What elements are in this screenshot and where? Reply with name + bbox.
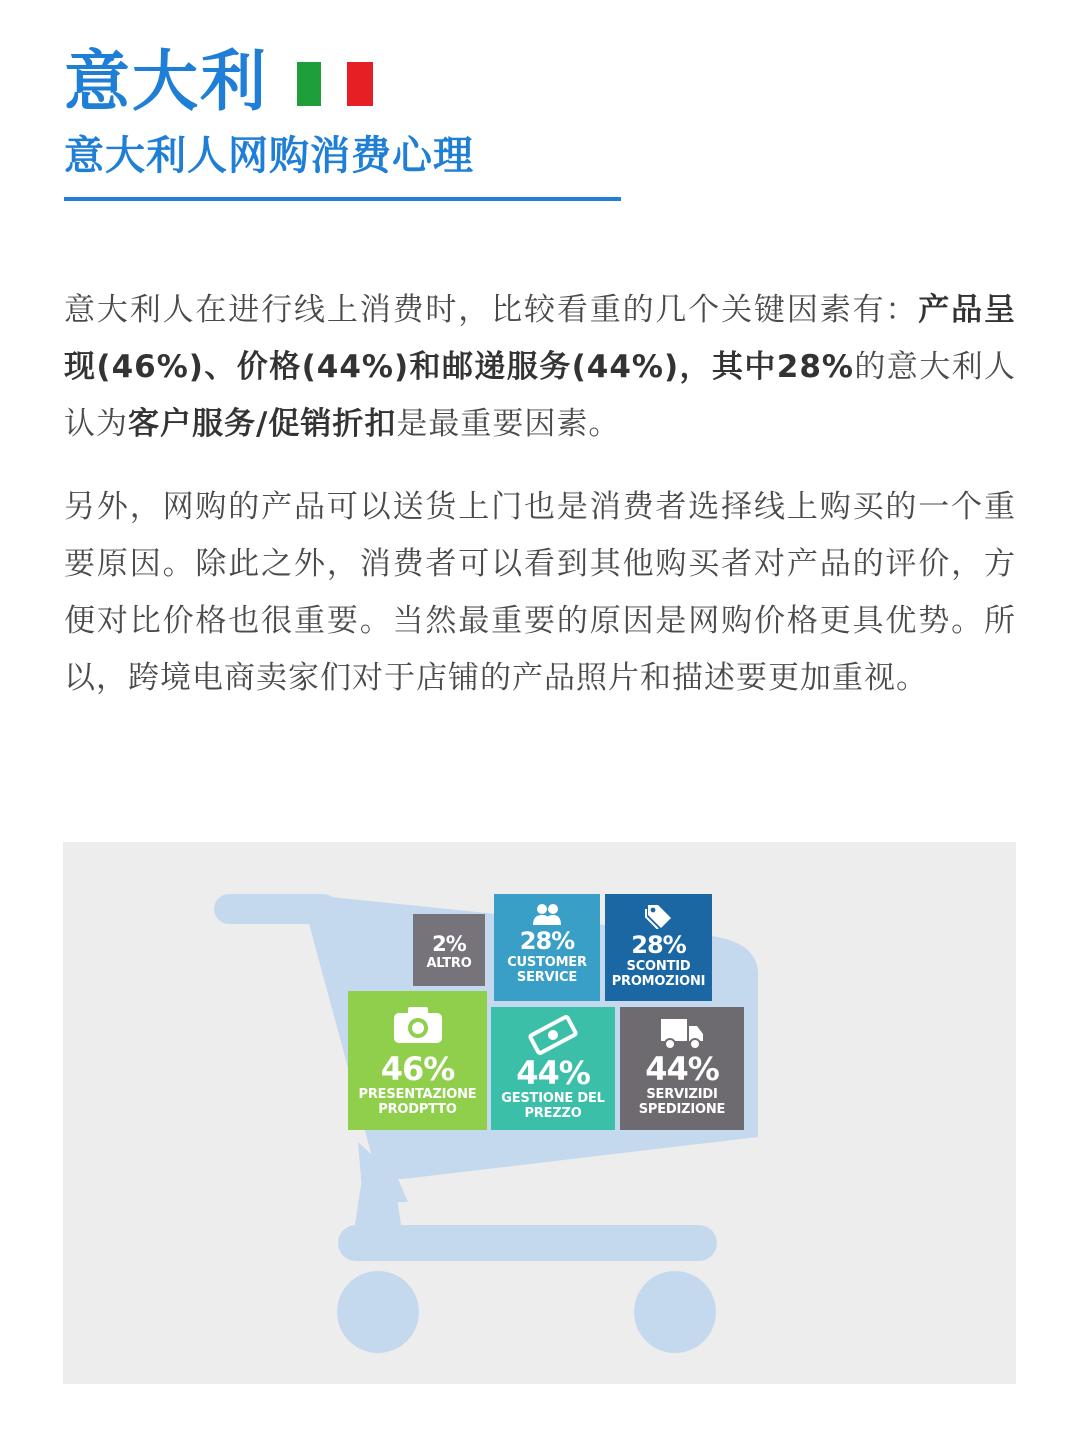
money-icon: [527, 1015, 579, 1055]
text-segment: 是最重要因素。: [396, 406, 621, 442]
tile-percent: 44%: [516, 1054, 590, 1092]
tile-label: [605, 959, 712, 989]
tile-label-line: PREZZO: [524, 1106, 582, 1121]
tile-label-line: CUSTOMER: [507, 955, 587, 970]
tile-percent: 46%: [380, 1050, 455, 1088]
tile-label-line: PROMOZIONI: [611, 974, 706, 989]
title-divider: [64, 197, 621, 201]
tile-percent: 44%: [645, 1050, 719, 1088]
tile-sconti-promozioni: [605, 894, 712, 1001]
delivery-truck-icon: [659, 1015, 705, 1051]
tile-label-line: PRODPTTO: [378, 1102, 457, 1117]
bold-segment: 客户服务/促销折扣: [128, 406, 397, 442]
tile-label: [494, 955, 600, 985]
bold-segment: 产品呈现: [64, 292, 1017, 385]
tile-presentazione-prodotto: [348, 991, 487, 1130]
tile-label: [620, 1087, 744, 1117]
intro-paragraph: [64, 282, 1016, 453]
price-tag-icon: [644, 903, 674, 929]
tile-label-line: SPEDIZIONE: [638, 1102, 726, 1117]
tile-servizi-spedizione: [620, 1007, 744, 1130]
flag-white-stripe: [323, 62, 347, 106]
tile-percent: 2%: [432, 932, 466, 956]
tile-label: [348, 1087, 487, 1117]
bold-segment: 28%: [776, 349, 854, 385]
tile-gestione-del-prezzo: [491, 1007, 615, 1130]
bold-segment: (44%)，其中: [571, 349, 777, 385]
flag-red-stripe: [347, 62, 373, 106]
tile-label: [491, 1091, 615, 1121]
tile-label-line: SERVICE: [516, 970, 578, 985]
tile-label-line: SERVIZIDI: [646, 1087, 718, 1102]
text-segment: 的意大利人认为: [64, 349, 1017, 442]
detail-paragraph: 另外，网购的产品可以送货上门也是消费者选择线上购买的一个重要原因。除此之外，消费者可以看到其他购买者对产品的评价，方便对比价格也很重要。当然最重要的原因是网购价格更具优势。所以，跨境电商卖家们对于店铺的产品照片和描述要更加重视。: [64, 489, 1016, 696]
people-icon: [529, 903, 565, 925]
tile-label-line: GESTIONE DEL: [501, 1091, 605, 1106]
tile-customer-service: [494, 894, 600, 1001]
tile-label-line: SCONTID: [626, 959, 691, 974]
flag-green-stripe: [297, 62, 321, 106]
tile-label: [413, 956, 485, 971]
italy-flag-icon: [297, 62, 373, 106]
page-subtitle: 意大利人网购消费心理: [64, 133, 474, 179]
infographic-panel: [63, 842, 1016, 1384]
page-title: 意大利: [64, 43, 268, 120]
tile-percent: 28%: [631, 931, 686, 959]
tile-percent: 28%: [519, 927, 575, 955]
bold-segment: (44%)和: [301, 349, 442, 385]
tile-label-line: PRESENTAZIONE: [358, 1087, 477, 1102]
tile-altro: [413, 914, 485, 986]
bold-segment: (46%)、: [96, 349, 237, 385]
text-segment: 意大利人在进行线上消费时，比较看重的几个关键因素有：: [64, 292, 919, 328]
bold-segment: 价格: [236, 349, 302, 385]
camera-icon: [392, 1005, 444, 1045]
tile-label-line: ALTRO: [426, 956, 472, 971]
bold-segment: 邮递服务: [441, 349, 572, 385]
